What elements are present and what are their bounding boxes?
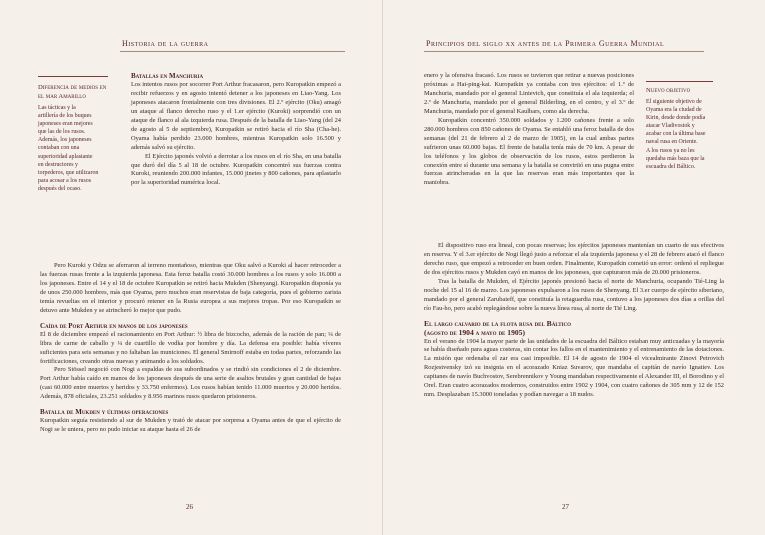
sidebar-title: Nuevo objetivo xyxy=(646,87,691,94)
sidebar-line: Kirin, desde donde podía xyxy=(646,115,706,122)
paragraph: Kuropatkin concentró 350.000 soldados y 1.200 cañones frente a solo 280.000 hombres con 850 cañones de Oyama. Se entabló una feroz batalla de dos semanas (del 21 de febrero al 2 de marzo de 1905), en la cual ambas partes sufrieron unas 60.000 bajas. El frente de batalla tenía más de 70 km. A pesar de los teléfonos y los globos de observación de los rusos, estos perdieron la conexión entre sí durante una semana y la batalla se convirtió en una pugna entre fuerzas atrincheradas en la que las reservas eran más importantes que la maniobra. xyxy=(424,116,634,187)
sidebar-rule xyxy=(38,76,108,77)
sidebar-line: contaban con una xyxy=(38,145,80,152)
right-page xyxy=(383,0,765,535)
paragraph: Pero Kuroki y Odzu se aferraron al terreno montañoso, mientras que Oku salvó a Kuroki al hacer retroceder a las fuerzas rusas frente a la izquierda japonesa. Esta feroz batalla costó 30.000 hombres a los rusos y solo 16.000 a los japoneses. Entre el 14 y el 18 de octubre Kuropatkin se retiró hacia Mukden (Shenyang). Kuropatkin disponía ya de unos 250.000 hombres, más que Oyama, pero muchos eran reservistas de baja categoría, pues el gobierno zarista temía revueltas en el interior y procuró retener en la Rusia europea a sus mejores tropas. Por eso Kuropatkin se detuvo ante Mukden y se atrincheró lo mejor que pudo. xyxy=(40,262,341,314)
sidebar-line: naval rusa en Oriente. xyxy=(646,139,698,146)
sidebar-line: El siguiente objetivo de xyxy=(646,99,702,105)
header-rule xyxy=(120,51,345,52)
page-number: 26 xyxy=(186,503,193,511)
sidebar-title: Diferencia de medios en el mar Amarillo xyxy=(38,84,107,100)
sidebar-line: para acosar a los rusos xyxy=(38,177,91,184)
paragraph: Los intentos rusos por socorrer Port Arthur fracasaron, pero Kuropatkin empezó a recibir refuerzos y en agosto intentó detener a los japoneses en Liao-Yang. Los japoneses atacaron frontalmente con tres divisiones. El 2.º ejército (Oku) amagó un ataque al flanco derecho ruso y el 1.er ejército (Kuroki) sorprendió con un ataque de flanco al ala izquierda rusa. Después de la batalla de Liao-Yang (del 24 de agosto al 5 de septiembre), Kuropatkin se retiró hacia el río Sha (Cha-he). Oyama había perdido 23.000 hombres, mientras Kuropatkin solo 16.500 y además salvó su ejército. xyxy=(131,80,341,151)
left-column-top xyxy=(131,72,341,188)
sidebar-line: Además, los japoneses xyxy=(38,137,92,144)
sidebar-rule xyxy=(646,81,713,82)
paragraph: Tras la batalla de Mukden, el Ejército japonés presionó hacia el norte de Manchuria, ocupando Tié-Ling la noche del 15 al 16 de marzo. Los japoneses expulsaron a los rusos de Shenyang. El 3.er cuerpo de ejército siberiano, mandado por el general Zarubaieff, que constituía la retaguardia rusa, contuvo a los japoneses dos días a orillas del río Fau-ho, pero acabó replegándose sobre la nueva línea rusa, al norte de Tié Ling. xyxy=(424,277,724,312)
section-heading: El largo calvario de la flota rusa del Báltico xyxy=(424,318,572,328)
running-head: Principios del siglo xx antes de la Primera Guerra Mundial xyxy=(426,39,665,48)
paragraph: Pero Stössel negoció con Nogi a espaldas de sus subordinados y se rindió sin condiciones el 2 de diciembre. Port Arthur había caído en manos de los japoneses después de una serie de asaltos brutales y gran cantidad de bajas (casi 60.000 entre muertos y heridos y 33.750 enfermos). Los rusos habían tenido 11.000 muertos y 20.000 heridos. Además, 878 oficiales, 23.251 soldados y 8.956 marinos rusos quedaron prisioneros. xyxy=(40,366,341,401)
sidebar-box xyxy=(38,83,110,193)
sidebar-line: escuadra del Báltico. xyxy=(646,163,696,170)
sidebar-line: artillería de los buques xyxy=(38,113,92,120)
section-heading: Batalla de Mukden y últimas operaciones xyxy=(40,408,169,417)
sidebar-line: acabar con la última base xyxy=(646,131,706,138)
left-page xyxy=(0,0,382,535)
header-rule xyxy=(424,51,704,52)
paragraph: El 8 de diciembre empezó el racionamiento en Port Arthur: ½ libra de bizcocho, además de la ración de pan; ¼ de libra de carne de caballo y ¼ de cuartillo de vodka por hombre y día. La defensa era posible: había víveres suficientes para seis semanas y no faltaban las municiones. El general Smirnoff estaba en todas partes, reforzando las fortificaciones, creando otras nuevas y animando a los soldados. xyxy=(40,330,341,365)
left-column-full xyxy=(40,262,341,435)
sidebar-line: en destructores y xyxy=(38,161,78,168)
page-number: 27 xyxy=(562,503,569,511)
sidebar-line: A los rusos ya no les xyxy=(646,147,695,154)
sidebar-line: después del ocaso. xyxy=(38,185,82,192)
paragraph: En el verano de 1904 la mayor parte de las unidades de la escuadra del Báltico estaban muy anticuadas y la mayoría se había diseñado para aguas costeras, sin contar los fallos en el mantenimiento y el entrenamiento de las dotaciones. La misión que ordenaba el zar era casi imposible. El 14 de agosto de 1904 el vicealmirante Zinovi Petrovich Rozjestvensky izó su insignia en el acorazado Kniaz Suvarov, que mandaba el capitán de navío Ignatiev. Los capitanes de navío Buchvostov, Serebrennikov y Young mandaban respectivamente el Alexander III, el Borodino y el Orel. Eran cuatro acorazados modernos, construidos entre 1902 y 1904, con cuatro cañones de 305 mm y 12 de 152 mm. Desplazaban 15.3000 toneladas y podían navegar a 18 nudos. xyxy=(424,337,724,399)
sidebar-line: Oyama era la ciudad de xyxy=(646,107,702,114)
section-subheading: (agosto de 1904 a mayo de 1905) xyxy=(424,327,526,337)
sidebar-line: atacar Vladivostok y xyxy=(646,123,695,130)
sidebar-line: torpederos, que utilizaron xyxy=(38,169,99,176)
running-head: Historia de la guerra xyxy=(122,39,209,48)
paragraph: El dispositivo ruso era lineal, con pocas reservas; los ejércitos japoneses mantenían un cuarto de sus efectivos en reserva. Y el 3.er ejército de Nogi llegó justo a reforzar el ala izquierda japonesa y el 28 de febrero atacó el flanco derecho ruso, que empezó a retroceder en buen orden. Finalmente, Kuropatkin cometió un error: ordenó el repliegue de dos ejércitos rusos y Mukden cayó en manos de los japoneses, que capturaron más de 20.000 prisioneros. xyxy=(424,242,724,276)
paragraph: El Ejército japonés volvió a derrotar a los rusos en el río Sha, en una batalla que duró del día 5 al 18 de octubre. Kuropatkin concentró sus fuerzas contra Kuroki, reuniendo 200.000 infantes, 15.000 jinetes y 800 cañones, para aplastarlo por la superioridad numérica local. xyxy=(131,152,341,187)
sidebar-box xyxy=(646,86,718,171)
right-column-full xyxy=(424,242,724,400)
sidebar-line: quedaba más baza que la xyxy=(646,155,705,162)
sidebar-line: que las de los rusos. xyxy=(38,129,86,136)
sidebar-line: Las tácticas y la xyxy=(38,105,76,111)
sidebar-line: japoneses eran mejores xyxy=(38,121,93,128)
paragraph: enero y la ofensiva fracasó. Los rusos se tuvieron que retirar a nuevas posiciones próximas a Hai-ping-kai. Kuropatkin ya contaba con tres ejércitos: el 1.º de Manchuria, mandado por el general Linievich, que constituía el ala izquierda; el 2.º de Manchuria, mandado por el general Bilderling, en el centro, y el 3.º de Manchuria, mandado por el general Kaulbars, como ala derecha. xyxy=(424,72,634,115)
section-heading: Caída de Port Arthur en manos de los japoneses xyxy=(40,321,188,330)
sidebar-line: superioridad aplastante xyxy=(38,153,93,160)
paragraph: Kuropatkin seguía resistiendo al sur de Mukden y trató de atacar por sorpresa a Oyama antes de que el ejército de Nogi se le uniera, pero no pudo iniciar su ataque hasta el 26 de xyxy=(40,417,341,434)
right-column-top xyxy=(424,72,634,188)
section-heading: Batallas en Manchuria xyxy=(131,72,204,80)
